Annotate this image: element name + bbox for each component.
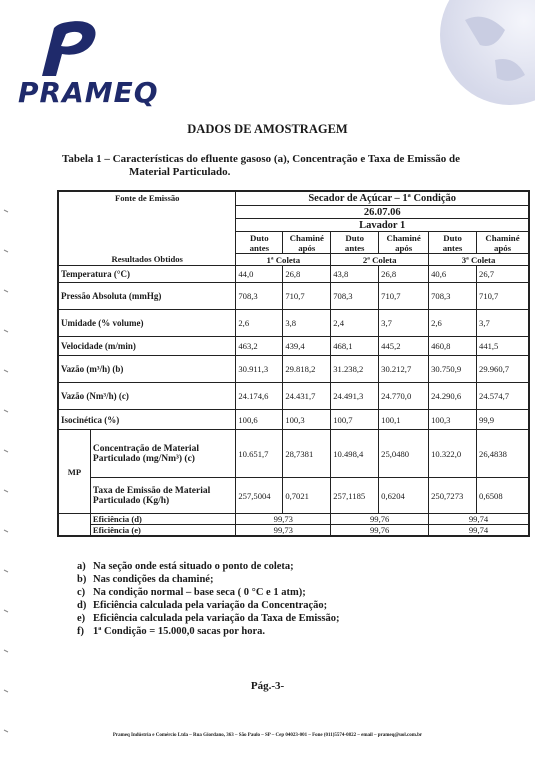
table-cell: 2,4: [331, 310, 379, 337]
table-cell: 99,73: [236, 514, 331, 525]
table-cell: 26,4838: [477, 430, 529, 478]
table-cell: 708,3: [429, 283, 477, 310]
row-label: Eficiência (e): [90, 525, 235, 536]
table-cell: 31.238,2: [331, 356, 379, 383]
table-cell: 0,6204: [379, 478, 429, 514]
table-cell: 99,9: [477, 410, 529, 430]
footer-address: Prameq Indústria e Comércio Ltda – Rua Giordano, 363 – São Paulo – SP – Cep 04023-001 – Fone (011)5574-0822 – email – prameq@uol.com.br: [112, 733, 423, 738]
table-cell: 708,3: [236, 283, 283, 310]
mp-row: [59, 478, 529, 514]
table-row: [59, 283, 529, 310]
efficiency-row: [59, 514, 529, 525]
table-cell: 445,2: [379, 337, 429, 356]
table-cell: 99,74: [429, 514, 529, 525]
note-item: f) 1ª Condição = 15.000,0 sacas por hora.: [77, 626, 265, 637]
table-cell: 30.750,9: [429, 356, 477, 383]
table-row: [59, 410, 529, 430]
note-item: d) Eficiência calculada pela variação da Concentração;: [77, 600, 328, 611]
table-cell: 250,7273: [429, 478, 477, 514]
table-row: [59, 356, 529, 383]
col-header: Duto antes: [236, 232, 283, 254]
table-cell: 43,8: [331, 266, 379, 283]
date-header: 26.07.06: [236, 206, 529, 219]
table-cell: 28,7381: [283, 430, 331, 478]
table-cell: 99,74: [429, 525, 529, 536]
resultados-label: Resultados Obtidos: [111, 254, 183, 264]
mp-row: [59, 430, 529, 478]
table-cell: 100,1: [379, 410, 429, 430]
table-caption: [62, 153, 492, 179]
col-header: Chaminé após: [477, 232, 529, 254]
caption-line-2: Material Particulado.: [129, 166, 231, 178]
table-cell: 439,4: [283, 337, 331, 356]
header-corner-cell: [59, 192, 236, 266]
row-label: Pressão Absoluta (mmHg): [59, 283, 236, 310]
table-cell: 40,6: [429, 266, 477, 283]
col-header: Duto antes: [429, 232, 477, 254]
table-cell: 710,7: [477, 283, 529, 310]
table-cell: 3,7: [379, 310, 429, 337]
table-cell: 2,6: [429, 310, 477, 337]
coleta-label: 1ª Coleta: [236, 254, 331, 266]
table-cell: 44,0: [236, 266, 283, 283]
table-cell: 468,1: [331, 337, 379, 356]
table-cell: 10.651,7: [236, 430, 283, 478]
table-row: [59, 383, 529, 410]
coleta-label: 2ª Coleta: [331, 254, 429, 266]
table-cell: 25,0480: [379, 430, 429, 478]
binding-marks: [3, 200, 9, 740]
table-row: [59, 266, 529, 283]
blank-cell: [59, 525, 91, 536]
source-header: Secador de Açúcar – 1ª Condição: [236, 192, 529, 206]
row-label: Temperatura (°C): [59, 266, 236, 283]
table-cell: 99,76: [331, 514, 429, 525]
table-cell: 710,7: [283, 283, 331, 310]
sampling-table: [58, 191, 529, 536]
globe-watermark: [425, 0, 535, 110]
page-title: DADOS DE AMOSTRAGEM: [187, 122, 348, 136]
logo-mark-icon: [30, 18, 110, 78]
page-number: Pág.-3-: [250, 680, 285, 692]
row-label: Umidade (% volume): [59, 310, 236, 337]
table-cell: 710,7: [379, 283, 429, 310]
table-cell: 24.491,3: [331, 383, 379, 410]
table-cell: 29.818,2: [283, 356, 331, 383]
table-cell: 708,3: [331, 283, 379, 310]
row-label: Vazão (m³/h) (b): [59, 356, 236, 383]
fonte-label: Fonte de Emissão: [114, 193, 180, 203]
table-cell: 30.212,7: [379, 356, 429, 383]
table-cell: 24.174,6: [236, 383, 283, 410]
table-row: [59, 337, 529, 356]
table-cell: 26,8: [283, 266, 331, 283]
table-cell: 100,3: [283, 410, 331, 430]
table-cell: 24.770,0: [379, 383, 429, 410]
mp-label: MP: [59, 430, 91, 514]
table-cell: 100,3: [429, 410, 477, 430]
table-cell: 10.322,0: [429, 430, 477, 478]
table-cell: 463,2: [236, 337, 283, 356]
table-cell: 99,76: [331, 525, 429, 536]
table-cell: 257,1185: [331, 478, 379, 514]
row-label: Vazão (Nm³/h) (c): [59, 383, 236, 410]
notes-list: [77, 560, 339, 638]
note-item: b) Nas condições da chaminé;: [77, 574, 214, 585]
table-cell: 24.290,6: [429, 383, 477, 410]
note-item: a) Na seção onde está situado o ponto de coleta;: [77, 561, 294, 572]
brand-name: PRAMEQ: [18, 76, 159, 109]
table-cell: 0,6508: [477, 478, 529, 514]
table-cell: 29.960,7: [477, 356, 529, 383]
row-label: Concentração de Material Particulado (mg/Nm³) (c): [90, 430, 235, 478]
caption-line-1: Tabela 1 – Características do efluente gasoso (a), Concentração e Taxa de Emissão de: [62, 153, 461, 165]
coleta-label: 3ª Coleta: [429, 254, 529, 266]
col-header: Duto antes: [331, 232, 379, 254]
note-item: c) Na condição normal – base seca ( 0 °C e 1 atm);: [77, 587, 306, 598]
row-label: Eficiência (d): [90, 514, 235, 525]
table-cell: 10.498,4: [331, 430, 379, 478]
row-label: Isocinética (%): [59, 410, 236, 430]
table-cell: 100,6: [236, 410, 283, 430]
table-cell: 24.431,7: [283, 383, 331, 410]
blank-cell: [59, 514, 91, 525]
table-cell: 26,8: [379, 266, 429, 283]
unit-header: Lavador 1: [236, 219, 529, 232]
efficiency-row: [59, 525, 529, 536]
table-cell: 99,73: [236, 525, 331, 536]
table-row: [59, 310, 529, 337]
note-item: e) Eficiência calculada pela variação da Taxa de Emissão;: [77, 613, 340, 624]
col-header: Chaminé após: [283, 232, 331, 254]
table-cell: 441,5: [477, 337, 529, 356]
table-cell: 460,8: [429, 337, 477, 356]
prameq-logo: [10, 18, 170, 108]
row-label: Taxa de Emissão de Material Particulado (Kg/h): [90, 478, 235, 514]
table-cell: 30.911,3: [236, 356, 283, 383]
table-cell: 24.574,7: [477, 383, 529, 410]
table-cell: 257,5004: [236, 478, 283, 514]
row-label: Velocidade (m/min): [59, 337, 236, 356]
table-cell: 100,7: [331, 410, 379, 430]
table-cell: 0,7021: [283, 478, 331, 514]
table-cell: 3,8: [283, 310, 331, 337]
table-cell: 26,7: [477, 266, 529, 283]
table-cell: 3,7: [477, 310, 529, 337]
col-header: Chaminé após: [379, 232, 429, 254]
table-cell: 2,6: [236, 310, 283, 337]
